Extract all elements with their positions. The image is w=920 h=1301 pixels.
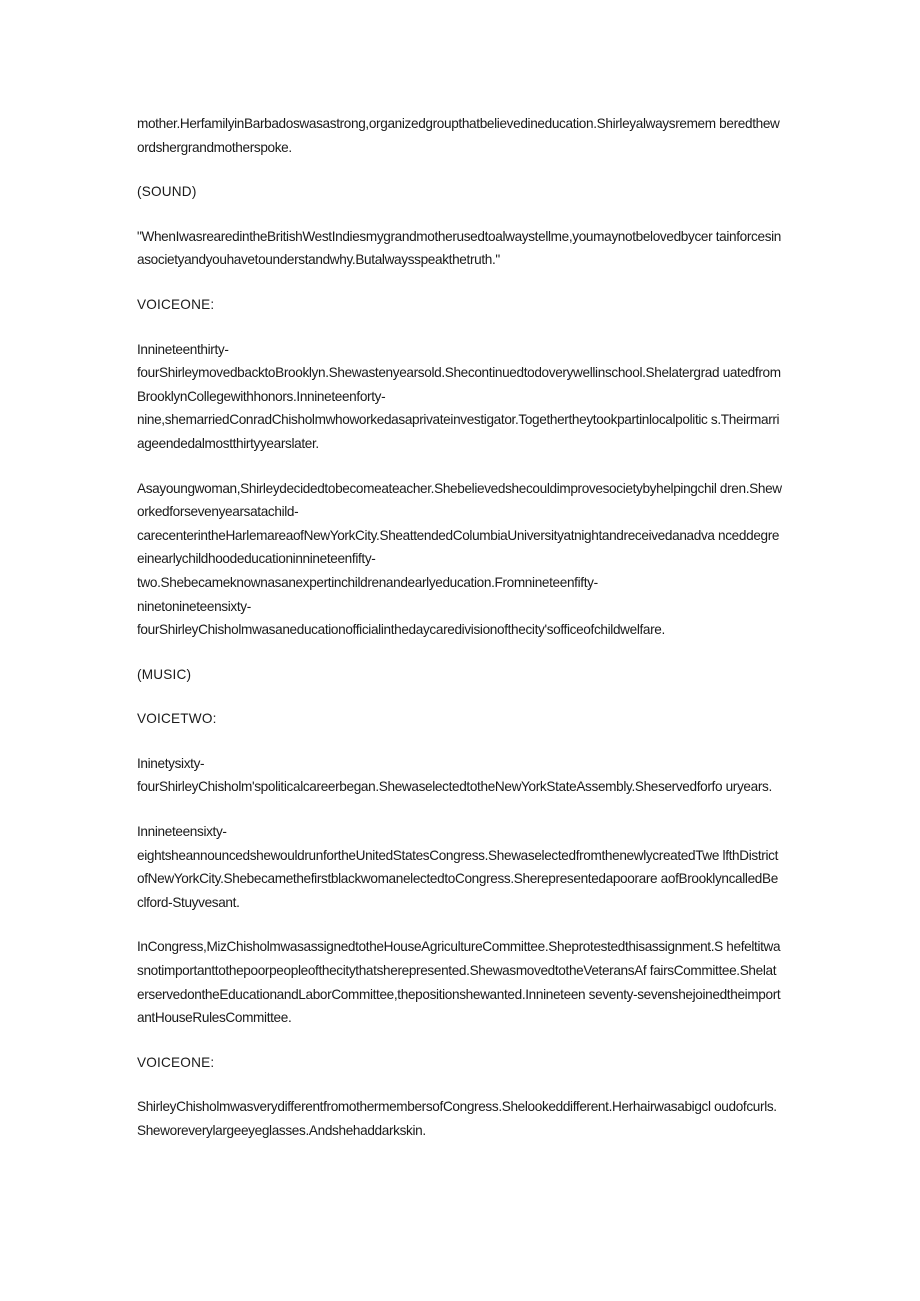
quote-grandmother: "WhenIwasrearedintheBritishWestIndiesmygrandmotherusedtoalwaystellme,youmaynotbelovedbycer tainforcesinasocietyandyouhavetounderstandwhy.Butalwaysspeakthetruth.": [137, 228, 782, 268]
paragraph-committees: InCongress,MizChisholmwasassignedtotheHouseAgricultureCommittee.Sheprotestedthisassignment.S hefeltitwasnotimportanttothepoorpeopleofthecitythatsherepresented.ShewasmovedtotheVeteransAf fairsCommittee.ShelaterservedontheEducationandLaborCommittee,thepositionshewanted.Innineteen seventy-sevenshejoinedtheimportantHouseRulesCommittee.: [137, 939, 781, 1026]
paragraph-congress-election: Innineteensixty- eightsheannouncedshewouldrunfortheUnitedStatesCongress.ShewaselectedfromthenewlycreatedTwe lfthDistrictofNewYorkCity.ShebecamethefirstblackwomanelectedtoCongress.Sherepresentedapoorare aofBrooklyncalledBeclford-Stuyvesant.: [137, 824, 779, 910]
sound-cue: (SOUND): [137, 184, 197, 200]
paragraph-family-barbados: mother.HerfamilyinBarbadoswasastrong,organizedgroupthatbelievedineducation.Shirleyalwaysremem beredthewordshergrandmotherspoke.: [137, 116, 780, 155]
paragraph-teacher-career: Asayoungwoman,Shirleydecidedtobecomeateacher.Shebelievedshecouldimprovesocietybyhelpingchil dren.Sheworkedforsevenyearsatachild- carecenterintheHarlemareaofNewYorkCity.SheattendedColumbiaUniversityatnightandreceivedanadva nceddegreeinearlychildhoodeducationinnineteenfifty- two.Shebecameknownasanexpertinchildrenandearlyeducation.Fromnineteenfifty- ninetonineteensixty- fourShirleyChisholmwasaneducationofficialinthedaycaredivisionofthecity'sofficeofchildwelfare.: [137, 480, 782, 638]
speaker-voice-one: VOICEONE:: [137, 296, 215, 312]
music-cue: (MUSIC): [137, 666, 192, 682]
speaker-voice-two: VOICETWO:: [137, 711, 217, 727]
paragraph-appearance: ShirleyChisholmwasverydifferentfromothermembersofCongress.Shelookeddifferent.Herhairwasabigcl oudofcurls.Sheworeverylargeeyeglasses.Andshehaddarkskin.: [137, 1099, 777, 1138]
document-body: [137, 112, 783, 1164]
paragraph-political-career: Ininetysixty- fourShirleyChisholm'spoliticalcareerbegan.ShewaselectedtotheNewYorkStateAssembly.Sheservedforfo uryears.: [137, 755, 772, 795]
paragraph-brooklyn-marriage: Innineteenthirty- fourShirleymovedbacktoBrooklyn.Shewastenyearsold.Shecontinuedtodoverywellinschool.Shelatergrad uatedfromBrooklynCollegewithhonors.Innineteenforty- nine,shemarriedConradChisholmwhoworkedasaprivateinvestigator.Togethertheytookpartinlocalpolitic s.Theirmarriageendedalmostthirtyyearslater.: [137, 341, 781, 451]
speaker-voice-one-2: VOICEONE:: [137, 1054, 215, 1070]
